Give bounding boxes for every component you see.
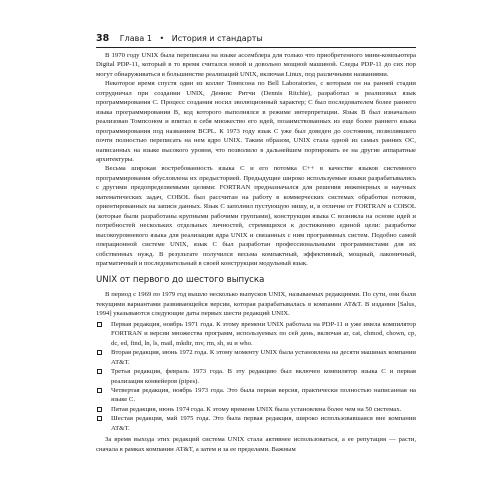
list-item xyxy=(96,320,416,348)
paragraph-closing: За время выхода этих редакций система UNIX стала активнее использоваться, а ее репутация — расти, сначала в рамках компании AT&T, а затем и за ее пределами. Важным xyxy=(96,436,416,453)
section-heading: UNIX от первого до шестого выпуска xyxy=(96,275,265,286)
paragraph-pdp11: В 1970 году UNIX была переписана на языке ассемблера для только что приобретенного мини-компьютера Digital PDP-11, который в то время считался новой и довольно мощной машиной. Следы PDP-11 до сих пор могут обнаруживаться в большинстве реализаций UNIX, включая Linux, под различными названиями. xyxy=(96,52,416,78)
checkbox-bullet-icon xyxy=(97,388,102,393)
checkbox-bullet-icon xyxy=(97,322,102,327)
running-header xyxy=(96,32,416,46)
list-item xyxy=(96,405,416,414)
chapter-label: Глава 1 xyxy=(119,34,152,43)
paragraph-c-popularity: Весьма широкая востребованность языка С и его потомка С++ в качестве языков системного программирования обусловлена их предысторией. Предыдущие широко используемые языки разрабатывались с другими предопределяемыми целями: FORTRAN предназначался для решения инженерных и научных математических задач, COBOL был рассчитан на работу в коммерческих системах обработки потоков, ориентированных на записи данных. Язык С заполнил пустующую нишу, и, в отличие от FORTRAN и COBOL (которые были разработаны крупными рабочими группами), конструкция языка С возникла на основе идей и потребностей нескольких отдельных личностей, стремящихся к достижению единой цели: разработке высокоуровневого языка для реализации ядра UNIX и связанных с ним программных систем. Подобно самой операционной системе UNIX, язык С был разработан профессиональными программистами для их собственных нужд. В результате получился весьма компактный, эффективный, мощный, лаконичный, прагматичный и последовательный в своей конструкции модульный язык. xyxy=(96,165,416,267)
page-number: 38 xyxy=(96,33,110,44)
list-item-text: Шестая редакция, май 1975 года. Это была первая редакция, широко использовавшаяся вне компании AT&T. xyxy=(111,415,416,432)
list-item-text: Третья редакция, февраль 1973 года. В эту редакцию был включен компилятор языка С и первая реализация конвейеров (pipes). xyxy=(111,368,416,385)
editions-list xyxy=(96,320,416,433)
list-item-text: Пятая редакция, июнь 1974 года. К этому времени UNIX была установлена более чем на 50 системах. xyxy=(111,405,402,413)
paragraph-c-language: Некоторое время спустя один из коллег Томпсона по Bell Laboratories, с которым он на ранней стадии сотрудничал при создании UNIX, Деннис Ритчи (Dennis Ritchie), разработал и реализовал язык программирования С. Процесс создания носил эволюционный характер; С был последователем более раннего языка программирования В, код которого выполнялся в режиме интерпретации. Язык В был изначально реализован Томпсоном и впитал в себя множество его идей, позаимствованных из еще более раннего языка программирования под названием BCPL. К 1973 году язык С уже был доведен до состояния, позволявшего почти полностью переписать на нем ядро UNIX. Таким образом, UNIX стала одной из самых ранних ОС, написанных на языке высокого уровня, что позволило в дальнейшем портировать ее на другие аппаратные архитектуры. xyxy=(96,80,416,163)
list-item xyxy=(96,386,416,405)
checkbox-bullet-icon xyxy=(97,416,102,421)
header-rule xyxy=(96,47,416,48)
list-item-text: Вторая редакция, июнь 1972 года. К этому моменту UNIX была установлена на десяти машинах компании AT&T. xyxy=(111,349,416,366)
list-item xyxy=(96,348,416,367)
page-body xyxy=(96,49,416,454)
checkbox-bullet-icon xyxy=(97,407,102,412)
paragraph-editions-intro: В период с 1969 по 1979 год вышло несколько выпусков UNIX, называемых редакциями. По сути, они были текущими вариантами развивающейся версии, которая разрабатывалась в компании AT&T. В издании [Salus, 1994] указываются следующие даты первых шести редакций UNIX. xyxy=(96,291,416,318)
checkbox-bullet-icon xyxy=(97,369,102,374)
checkbox-bullet-icon xyxy=(97,350,102,355)
header-section-title: История и стандарты xyxy=(171,34,263,43)
list-item-text: Четвертая редакция, ноябрь 1973 года. Это была первая версия, практически полностью написанная на языке С. xyxy=(111,386,416,404)
list-item xyxy=(96,367,416,386)
list-item-text: Первая редакция, ноябрь 1971 года. К этому времени UNIX работала на PDP-11 и уже имела компилятор FORTRAN и версии множества программ, используемых по сей день, включая ar, cat, chmod, chown, cp, dc, ed, find, ln, ls, mail, mkdir, mv, rm, sh, su и who. xyxy=(111,320,416,347)
list-item xyxy=(96,414,416,433)
header-separator: • xyxy=(159,34,165,43)
